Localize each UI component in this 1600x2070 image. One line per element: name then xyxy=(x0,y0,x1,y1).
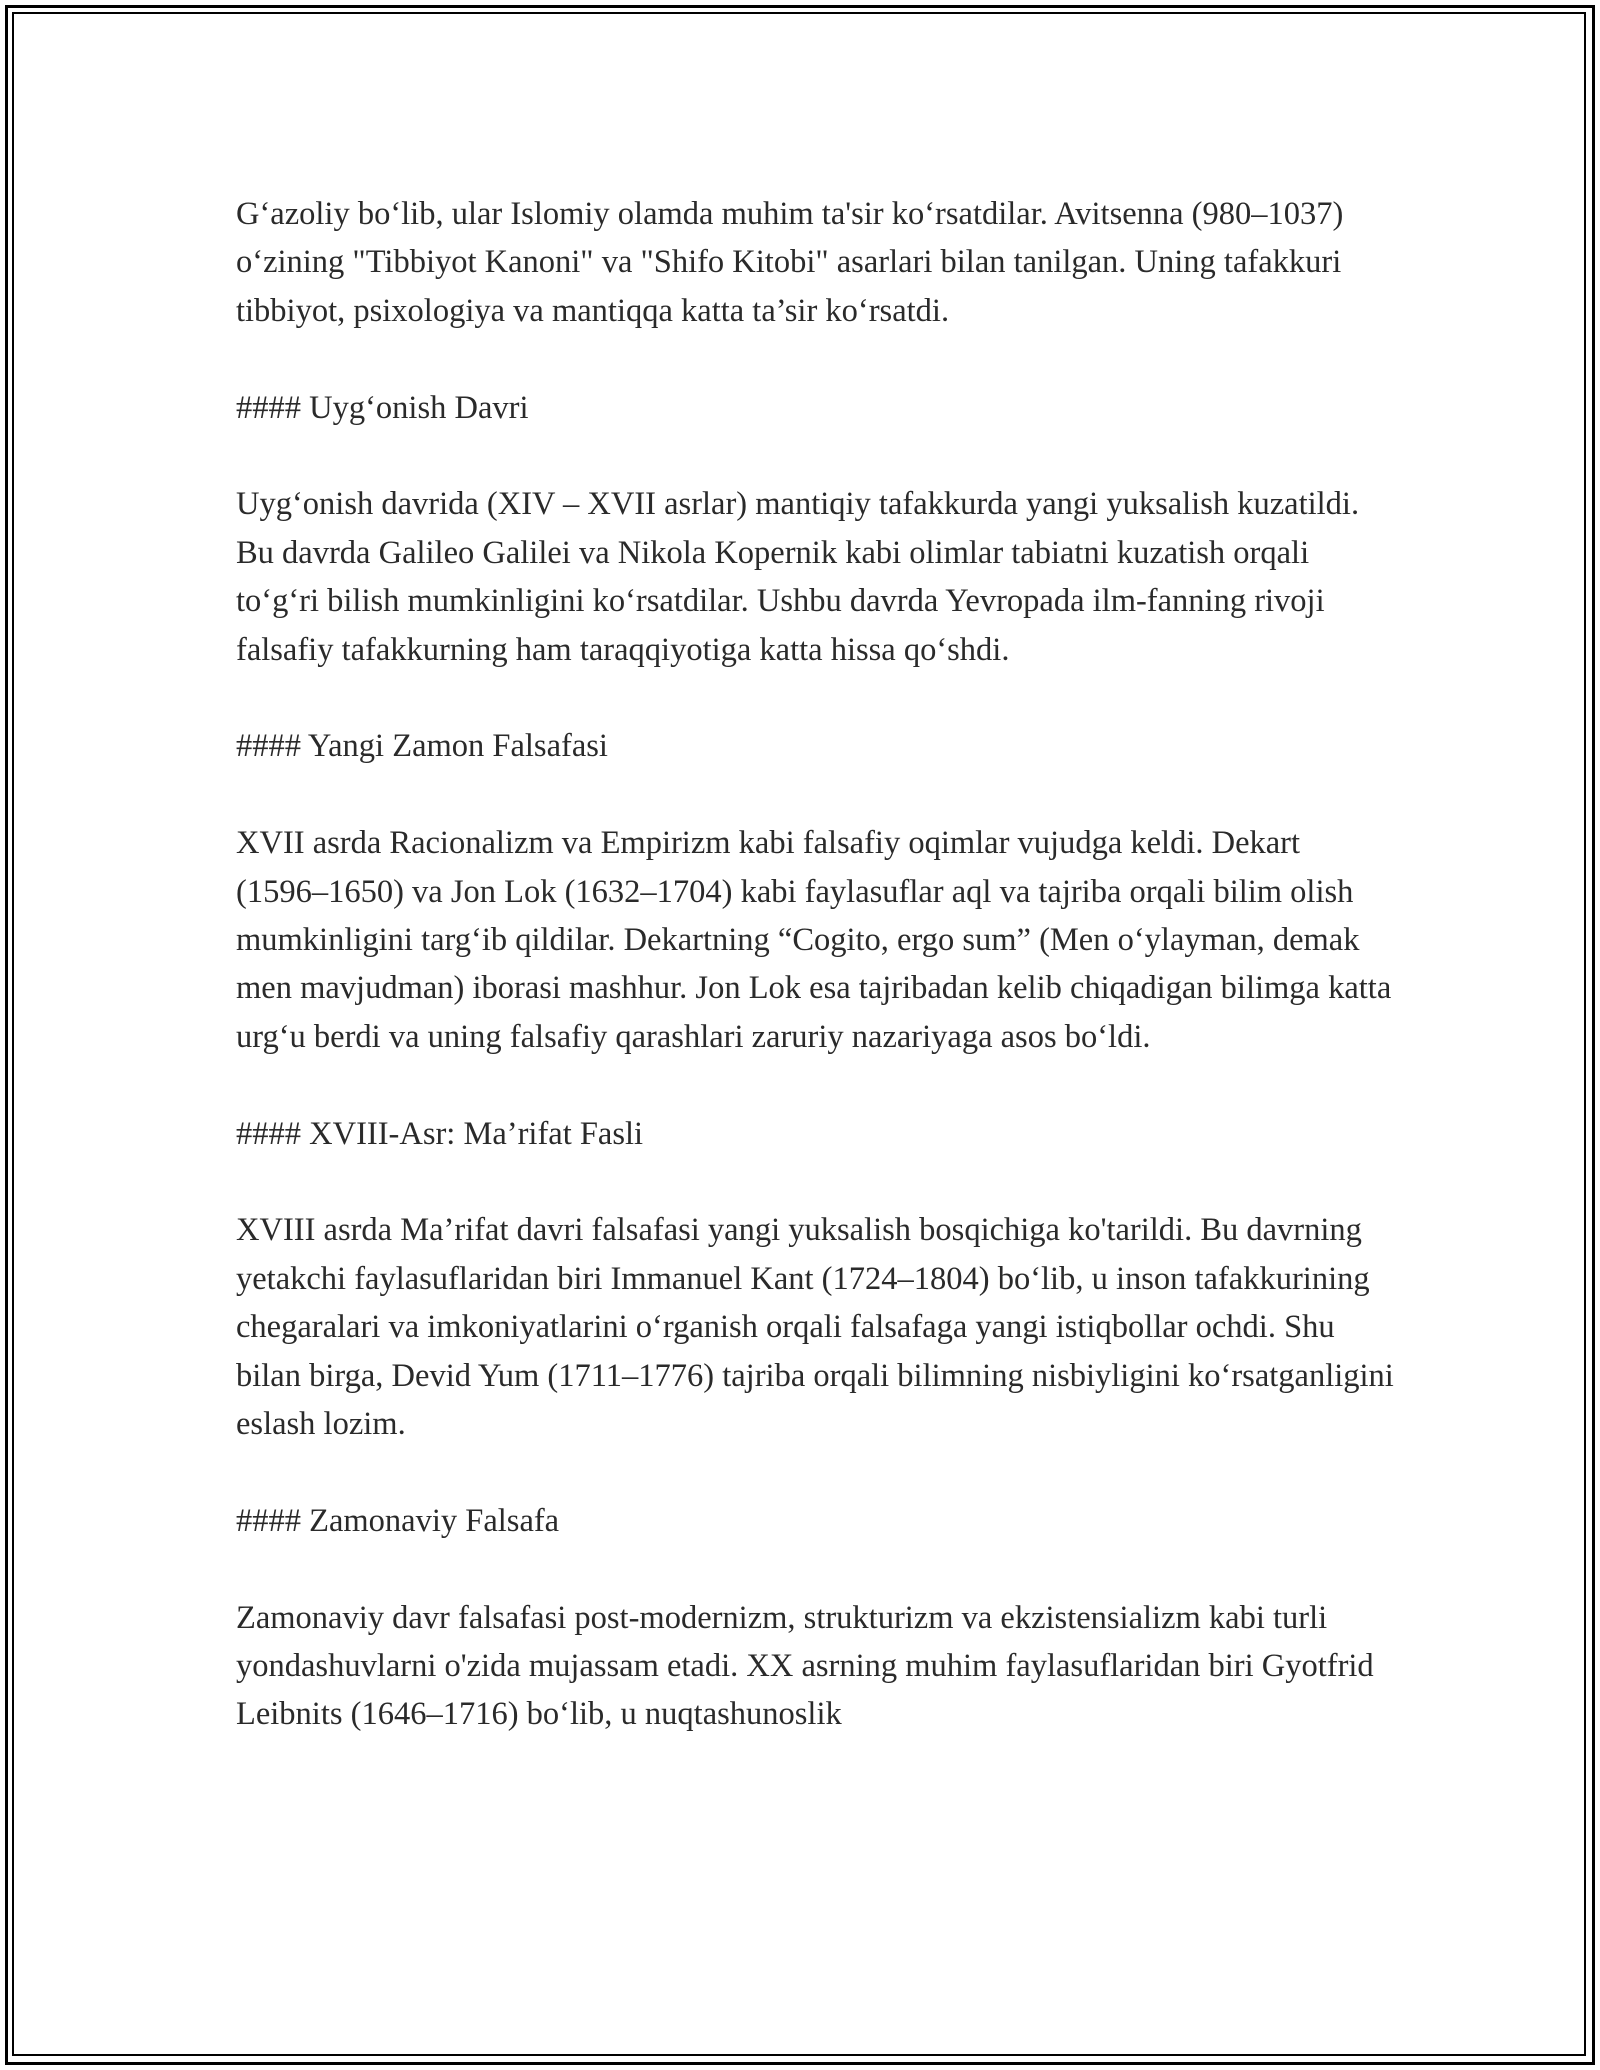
heading-uygonish-davri: #### Uyg‘onish Davri xyxy=(236,389,529,426)
paragraph-uygonish-davri: Uyg‘onish davrida (XIV – XVII asrlar) mantiqiy tafakkurda yangi yuksalish kuzatildi. Bu davrda Galileo Galilei va Nikola Kopernik kabi olimlar tabiatni kuzatish orqali to‘g‘ri bilish mumkinligini ko‘rsatdilar. Ushbu davrda Yevropada ilm-fanning rivoji falsafiy tafakkurning ham taraqqiyotiga katta hissa qo‘shdi. xyxy=(236,486,1360,668)
paragraph-avitsenna: G‘azoliy bo‘lib, ular Islomiy olamda muhim ta'sir ko‘rsatdilar. Avitsenna (980–1037) o‘zining "Tibbiyot Kanoni" va "Shifo Kitobi" asarlari bilan tanilgan. Uning tafakkuri tibbiyot, psixologiya va mantiqqa katta ta’sir ko‘rsatdi. xyxy=(236,196,1344,329)
heading-yangi-zamon-falsafasi: #### Yangi Zamon Falsafasi xyxy=(236,728,608,765)
heading-xviii-asr: #### XVIII-Asr: Ma’rifat Fasli xyxy=(236,1115,644,1152)
paragraph-xviii-asr: XVIII asrda Ma’rifat davri falsafasi yangi yuksalish bosqichiga ko'tarildi. Bu davrning yetakchi faylasuflaridan biri Immanuel Kant (1724–1804) bo‘lib, u inson tafakkurining chegaralari va imkoniyatlarini o‘rganish orqali falsafaga yangi istiqbollar ochdi. Shu bilan birga, Devid Yum (1711–1776) tajriba orqali bilimning nisbiyligini ko‘rsatganligini eslash lozim. xyxy=(236,1212,1394,1443)
heading-zamonaviy-falsafa: #### Zamonaviy Falsafa xyxy=(236,1502,560,1539)
paragraph-yangi-zamon-falsafasi: XVII asrda Racionalizm va Empirizm kabi falsafiy oqimlar vujudga keldi. Dekart (1596–1650) va Jon Lok (1632–1704) kabi faylasuflar aql va tajriba orqali bilim olish mumkinligini targ‘ib qildilar. Dekartning “Cogito, ergo sum” (Men o‘ylayman, demak men mavjudman) iborasi mashhur. Jon Lok esa tajribadan kelib chiqadigan bilimga katta urg‘u berdi va uning falsafiy qarashlari zaruriy nazariyaga asos bo‘ldi. xyxy=(236,825,1392,1055)
document-body xyxy=(236,190,1396,1739)
paragraph-zamonaviy-falsafa: Zamonaviy davr falsafasi post-modernizm, strukturizm va ekzistensializm kabi turli yondashuvlarni o'zida mujassam etadi. XX asrning muhim faylasuflaridan biri Gyotfrid Leibnits (1646–1716) bo‘lib, u nuqtashunoslik xyxy=(236,1599,1374,1733)
